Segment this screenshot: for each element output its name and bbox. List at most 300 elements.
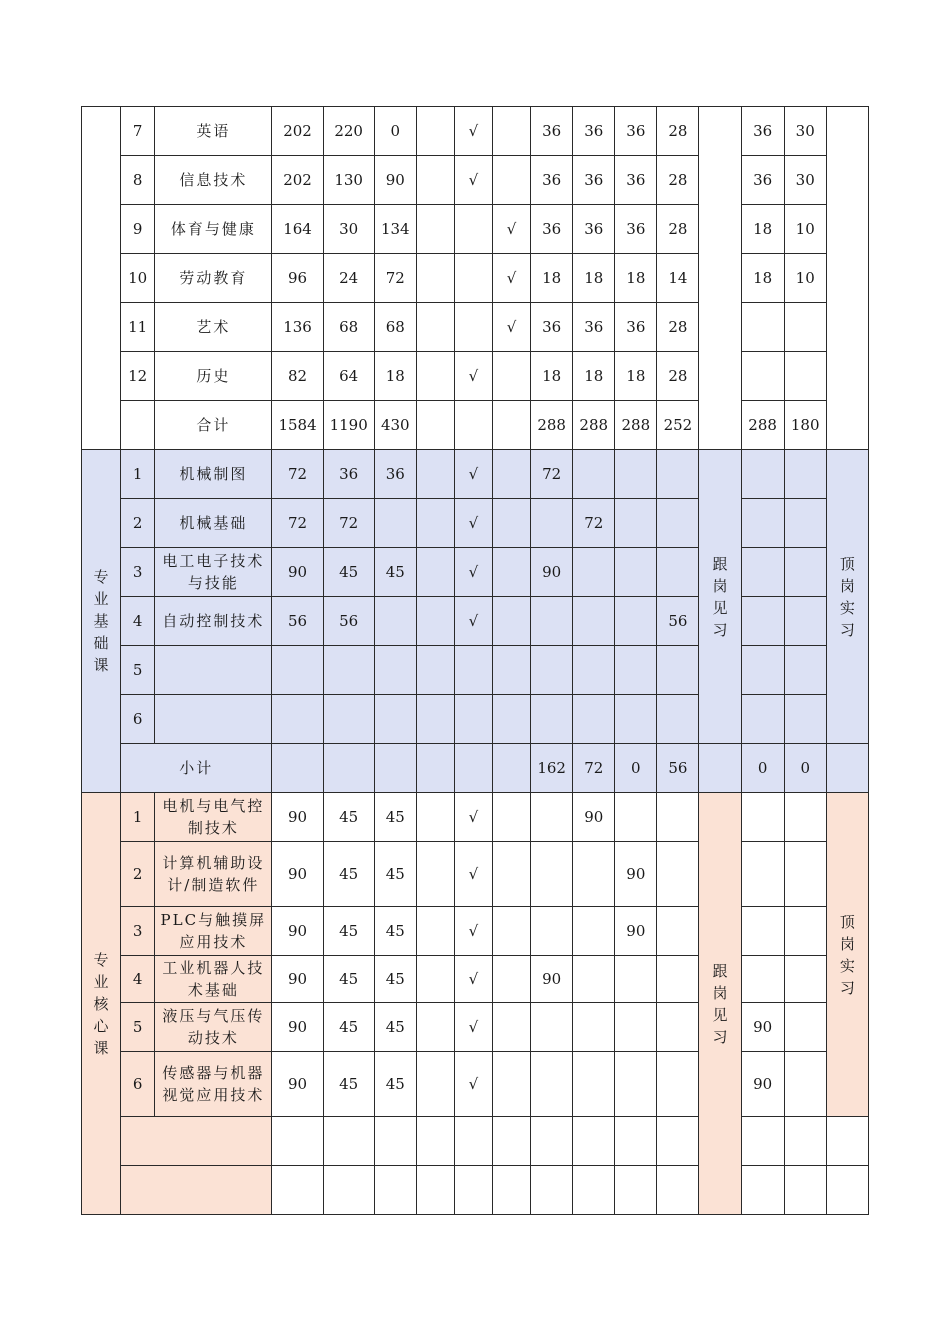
assess-check (493, 548, 531, 597)
total-hours: 90 (272, 1052, 323, 1117)
practice-hours (374, 597, 416, 646)
exam-check (454, 646, 492, 695)
total-no-blank (121, 401, 155, 450)
course-name: 工业机器人技术基础 (155, 956, 272, 1003)
empty-s5 (741, 1117, 784, 1166)
empty-check2 (493, 1117, 531, 1166)
exam-check: √ (454, 156, 492, 205)
intern-blank (826, 1166, 868, 1215)
semester-1 (531, 695, 573, 744)
semester-3: 36 (615, 205, 657, 254)
semester-3 (615, 450, 657, 499)
total-hours: 72 (272, 499, 323, 548)
practice-hours: 0 (374, 107, 416, 156)
table-row (82, 597, 869, 646)
semester-1 (531, 1052, 573, 1117)
practice-hours: 72 (374, 254, 416, 303)
semester-6 (784, 907, 826, 956)
exam-check: √ (454, 842, 492, 907)
row-number: 5 (121, 646, 155, 695)
semester-4: 28 (657, 205, 699, 254)
exam-check: √ (454, 907, 492, 956)
exam-check (454, 205, 492, 254)
total-hours: 90 (272, 793, 323, 842)
semester-5: 90 (741, 1052, 784, 1117)
course-name: 体育与健康 (155, 205, 272, 254)
assess-check: √ (493, 254, 531, 303)
semester-1 (531, 597, 573, 646)
course-name: 历史 (155, 352, 272, 401)
semester-6 (784, 646, 826, 695)
semester-5 (741, 907, 784, 956)
core-section (82, 793, 869, 1215)
semester-2 (573, 597, 615, 646)
semester-5: 288 (741, 401, 784, 450)
semester-2 (573, 646, 615, 695)
theory-hours: 72 (323, 499, 374, 548)
course-name: 艺术 (155, 303, 272, 352)
semester-5 (741, 793, 784, 842)
semester-4 (657, 548, 699, 597)
empty-s5 (741, 1166, 784, 1215)
intern-blank (826, 744, 868, 793)
semester-5 (741, 548, 784, 597)
semester-1: 36 (531, 156, 573, 205)
semester-2: 36 (573, 156, 615, 205)
course-name: PLC与触摸屏应用技术 (155, 907, 272, 956)
empty-s3 (615, 1166, 657, 1215)
table-row (82, 499, 869, 548)
practice-hours: 36 (374, 450, 416, 499)
total-hours: 96 (272, 254, 323, 303)
row-number: 4 (121, 956, 155, 1003)
practice-hours (374, 499, 416, 548)
semester-3: 18 (615, 352, 657, 401)
empty-s3 (615, 1117, 657, 1166)
practice-hours: 45 (374, 907, 416, 956)
semester-1: 90 (531, 956, 573, 1003)
assess-check (493, 156, 531, 205)
empty-s6 (784, 1166, 826, 1215)
semester-2 (573, 907, 615, 956)
semester-2: 18 (573, 352, 615, 401)
semester-6 (784, 499, 826, 548)
total-hours: 136 (272, 303, 323, 352)
theory-hours: 45 (323, 793, 374, 842)
semester-4: 28 (657, 156, 699, 205)
theory-hours: 130 (323, 156, 374, 205)
semester-6: 30 (784, 107, 826, 156)
semester-6: 10 (784, 205, 826, 254)
semester-5 (741, 695, 784, 744)
subtotal-row (82, 744, 869, 793)
semester-2 (573, 1003, 615, 1052)
semester-5: 18 (741, 205, 784, 254)
semester-5 (741, 646, 784, 695)
semester-2: 36 (573, 107, 615, 156)
row-number: 2 (121, 842, 155, 907)
semester-5 (741, 499, 784, 548)
semester-3 (615, 793, 657, 842)
theory-hours: 45 (323, 1052, 374, 1117)
table-row (82, 793, 869, 842)
category-label-base (82, 450, 121, 793)
total-hours (272, 744, 323, 793)
assess-check (493, 907, 531, 956)
exam-check: √ (454, 450, 492, 499)
semester-3: 18 (615, 254, 657, 303)
semester-4 (657, 842, 699, 907)
semester-1: 36 (531, 205, 573, 254)
intern-label-base (826, 450, 868, 744)
row-number: 2 (121, 499, 155, 548)
exam-blank (416, 744, 454, 793)
table-row (82, 156, 869, 205)
semester-2 (573, 956, 615, 1003)
theory-hours: 64 (323, 352, 374, 401)
semester-4: 14 (657, 254, 699, 303)
semester-3: 0 (615, 744, 657, 793)
semester-6 (784, 303, 826, 352)
category-label-core-text: 专业核心课 (93, 950, 109, 1057)
practice-hours (374, 646, 416, 695)
empty-theory (323, 1117, 374, 1166)
assess-check (493, 352, 531, 401)
course-name: 英语 (155, 107, 272, 156)
row-number: 11 (121, 303, 155, 352)
practice-hours: 45 (374, 793, 416, 842)
semester-5: 36 (741, 156, 784, 205)
theory-hours: 45 (323, 907, 374, 956)
shadow-blank (699, 744, 741, 793)
semester-2: 18 (573, 254, 615, 303)
course-name: 自动控制技术 (155, 597, 272, 646)
exam-check (454, 303, 492, 352)
assess-check (493, 450, 531, 499)
table-row (82, 907, 869, 956)
total-hours (272, 646, 323, 695)
semester-1 (531, 842, 573, 907)
semester-4 (657, 1052, 699, 1117)
assess-check (493, 646, 531, 695)
course-name: 计算机辅助设计/制造软件 (155, 842, 272, 907)
table-row (82, 1052, 869, 1117)
total-label: 合计 (155, 401, 272, 450)
theory-hours: 30 (323, 205, 374, 254)
exam-mark (416, 548, 454, 597)
total-hours (272, 695, 323, 744)
shadow-label-base-text: 跟岗见习 (712, 554, 728, 639)
assess-check (493, 1052, 531, 1117)
assess-check (493, 842, 531, 907)
semester-3: 36 (615, 156, 657, 205)
row-number: 5 (121, 1003, 155, 1052)
assess-check (493, 107, 531, 156)
exam-mark (416, 793, 454, 842)
empty-theory (323, 1166, 374, 1215)
theory-hours: 45 (323, 842, 374, 907)
semester-4 (657, 1003, 699, 1052)
semester-4 (657, 499, 699, 548)
semester-5 (741, 450, 784, 499)
empty-name-cell (121, 1166, 272, 1215)
semester-5: 0 (741, 744, 784, 793)
empty-s1 (531, 1166, 573, 1215)
assess-check (493, 793, 531, 842)
total-hours: 90 (272, 548, 323, 597)
row-number: 1 (121, 450, 155, 499)
intern-label-core-text: 顶岗实习 (839, 912, 855, 997)
theory-hours: 36 (323, 450, 374, 499)
total-hours: 164 (272, 205, 323, 254)
semester-1: 288 (531, 401, 573, 450)
practice-hours: 45 (374, 1003, 416, 1052)
semester-1 (531, 793, 573, 842)
assess-check (493, 499, 531, 548)
exam-mark (416, 499, 454, 548)
semester-2 (573, 1052, 615, 1117)
semester-3: 288 (615, 401, 657, 450)
empty-row (82, 1117, 869, 1166)
semester-6 (784, 1052, 826, 1117)
theory-hours (323, 695, 374, 744)
shadow-label-core-text: 跟岗见习 (712, 961, 728, 1046)
semester-2 (573, 450, 615, 499)
semester-3: 90 (615, 842, 657, 907)
table-row (82, 842, 869, 907)
exam-check (454, 695, 492, 744)
semester-6 (784, 956, 826, 1003)
exam-mark (416, 205, 454, 254)
row-number: 6 (121, 695, 155, 744)
check-blank (454, 744, 492, 793)
semester-6 (784, 695, 826, 744)
semester-4: 28 (657, 107, 699, 156)
total-hours: 1584 (272, 401, 323, 450)
category-label-core (82, 793, 121, 1215)
semester-4: 56 (657, 597, 699, 646)
semester-3 (615, 1052, 657, 1117)
semester-1 (531, 499, 573, 548)
course-name: 机械制图 (155, 450, 272, 499)
empty-name-cell (121, 1117, 272, 1166)
semester-1: 36 (531, 303, 573, 352)
exam-mark (416, 1003, 454, 1052)
intern-blank (826, 1117, 868, 1166)
semester-1: 90 (531, 548, 573, 597)
course-name (155, 646, 272, 695)
semester-3: 90 (615, 907, 657, 956)
practice-hours: 45 (374, 956, 416, 1003)
exam-mark (416, 646, 454, 695)
empty-s2 (573, 1117, 615, 1166)
practice-hours: 430 (374, 401, 416, 450)
exam-check: √ (454, 499, 492, 548)
course-name: 信息技术 (155, 156, 272, 205)
theory-hours: 220 (323, 107, 374, 156)
exam-mark (416, 254, 454, 303)
semester-3: 36 (615, 107, 657, 156)
intern-cell-blank (826, 107, 868, 450)
exam-check: √ (454, 1052, 492, 1117)
semester-4 (657, 907, 699, 956)
semester-2: 90 (573, 793, 615, 842)
semester-6: 10 (784, 254, 826, 303)
semester-5 (741, 597, 784, 646)
table-row (82, 254, 869, 303)
category-label-base-text: 专业基础课 (93, 568, 109, 674)
table-row (82, 695, 869, 744)
semester-4 (657, 793, 699, 842)
semester-2: 36 (573, 303, 615, 352)
semester-3 (615, 695, 657, 744)
semester-3 (615, 499, 657, 548)
semester-3 (615, 1003, 657, 1052)
semester-5 (741, 352, 784, 401)
semester-2: 72 (573, 744, 615, 793)
category-cell-blank (82, 107, 121, 450)
exam-blank (416, 401, 454, 450)
row-number: 12 (121, 352, 155, 401)
course-name: 电工电子技术与技能 (155, 548, 272, 597)
exam-mark (416, 695, 454, 744)
empty-s6 (784, 1117, 826, 1166)
exam-check: √ (454, 107, 492, 156)
exam-mark (416, 450, 454, 499)
subtotal-label: 小计 (121, 744, 272, 793)
practice-hours: 45 (374, 548, 416, 597)
row-number: 7 (121, 107, 155, 156)
table-row (82, 107, 869, 156)
exam-check: √ (454, 597, 492, 646)
semester-1: 162 (531, 744, 573, 793)
empty-s4 (657, 1117, 699, 1166)
total-hours: 90 (272, 956, 323, 1003)
row-number: 9 (121, 205, 155, 254)
empty-s1 (531, 1117, 573, 1166)
total-hours: 72 (272, 450, 323, 499)
empty-s4 (657, 1166, 699, 1215)
total-hours: 202 (272, 156, 323, 205)
empty-row (82, 1166, 869, 1215)
table-row (82, 956, 869, 1003)
empty-practice (374, 1117, 416, 1166)
empty-total (272, 1166, 323, 1215)
semester-1 (531, 646, 573, 695)
assess-check: √ (493, 303, 531, 352)
empty-total (272, 1117, 323, 1166)
exam-mark (416, 156, 454, 205)
assess-check: √ (493, 205, 531, 254)
total-hours: 90 (272, 842, 323, 907)
semester-6 (784, 842, 826, 907)
row-number: 8 (121, 156, 155, 205)
row-number: 3 (121, 907, 155, 956)
semester-4 (657, 695, 699, 744)
table-row (82, 1003, 869, 1052)
practice-hours: 90 (374, 156, 416, 205)
semester-2 (573, 548, 615, 597)
empty-s2 (573, 1166, 615, 1215)
course-name: 劳动教育 (155, 254, 272, 303)
course-name: 电机与电气控制技术 (155, 793, 272, 842)
assess-check (493, 1003, 531, 1052)
semester-1: 18 (531, 352, 573, 401)
semester-6 (784, 793, 826, 842)
table-row (82, 205, 869, 254)
exam-mark (416, 107, 454, 156)
practice-hours (374, 695, 416, 744)
semester-3 (615, 548, 657, 597)
theory-hours: 24 (323, 254, 374, 303)
practice-hours: 18 (374, 352, 416, 401)
exam-check: √ (454, 548, 492, 597)
table-row (82, 352, 869, 401)
semester-5: 90 (741, 1003, 784, 1052)
exam-check: √ (454, 956, 492, 1003)
semester-6: 180 (784, 401, 826, 450)
table-row (82, 450, 869, 499)
semester-4: 28 (657, 303, 699, 352)
row-number: 3 (121, 548, 155, 597)
semester-2: 36 (573, 205, 615, 254)
row-number: 6 (121, 1052, 155, 1117)
shadow-label-core (699, 793, 741, 1215)
semester-1: 72 (531, 450, 573, 499)
semester-4 (657, 646, 699, 695)
empty-practice (374, 1166, 416, 1215)
semester-5 (741, 956, 784, 1003)
semester-6 (784, 548, 826, 597)
semester-4: 28 (657, 352, 699, 401)
check-blank (493, 744, 531, 793)
semester-3: 36 (615, 303, 657, 352)
empty-check1 (454, 1117, 492, 1166)
course-name: 液压与气压传动技术 (155, 1003, 272, 1052)
row-number: 10 (121, 254, 155, 303)
semester-5: 36 (741, 107, 784, 156)
semester-6 (784, 352, 826, 401)
empty-exam (416, 1166, 454, 1215)
course-name: 机械基础 (155, 499, 272, 548)
theory-hours: 56 (323, 597, 374, 646)
practice-hours: 45 (374, 842, 416, 907)
table-row (82, 303, 869, 352)
semester-5: 18 (741, 254, 784, 303)
exam-mark (416, 597, 454, 646)
intern-label-base-text: 顶岗实习 (839, 554, 855, 639)
semester-6 (784, 1003, 826, 1052)
exam-mark (416, 352, 454, 401)
semester-4 (657, 450, 699, 499)
base-section (82, 450, 869, 793)
semester-4: 252 (657, 401, 699, 450)
assess-check (493, 956, 531, 1003)
shadow-cell-blank (699, 107, 741, 450)
empty-exam (416, 1117, 454, 1166)
assess-check (493, 597, 531, 646)
theory-hours: 45 (323, 956, 374, 1003)
shadow-label-base (699, 450, 741, 744)
exam-mark (416, 1052, 454, 1117)
total-hours: 56 (272, 597, 323, 646)
semester-2 (573, 695, 615, 744)
total-hours: 90 (272, 907, 323, 956)
semester-1: 36 (531, 107, 573, 156)
semester-6 (784, 597, 826, 646)
intern-label-core (826, 793, 868, 1117)
theory-hours: 68 (323, 303, 374, 352)
